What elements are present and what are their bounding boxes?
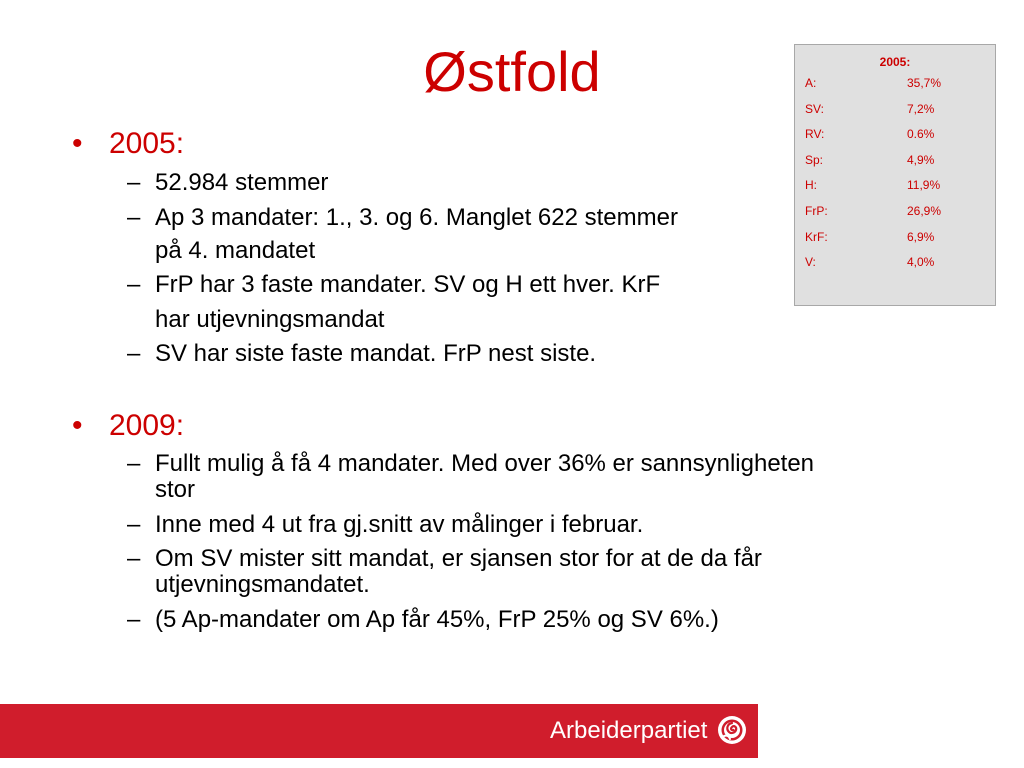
bullet-dot: •: [72, 127, 83, 160]
dash-marker: –: [127, 545, 141, 572]
sub-bullet-text: har utjevningsmandat: [155, 306, 385, 333]
dash-marker: –: [127, 169, 141, 196]
sub-bullet-text: FrP har 3 faste mandater. SV og H ett hver. KrF: [155, 271, 661, 298]
sub-bullet-text: stor: [155, 476, 196, 503]
sub-bullet-text: Inne med 4 ut fra gj.snitt av målinger i februar.: [155, 511, 644, 538]
bullet-heading: 2009:: [109, 409, 185, 442]
dash-marker: –: [127, 450, 141, 477]
sub-bullet-text: utjevningsmandatet.: [155, 571, 370, 598]
bullet-heading: 2005:: [109, 127, 185, 160]
footer-bar: [0, 704, 758, 758]
dash-marker: –: [127, 511, 141, 538]
sub-bullet-text: Fullt mulig å få 4 mandater. Med over 36% er sannsynligheten: [155, 450, 815, 477]
party-label: SV:: [805, 101, 824, 116]
dash-marker: –: [127, 204, 141, 231]
slide-title: Østfold: [423, 40, 601, 103]
sub-bullet-text: Om SV mister sitt mandat, er sjansen stor for at de da får: [155, 545, 762, 572]
party-percentage: 11,9%: [907, 178, 941, 193]
party-label: Sp:: [805, 152, 824, 167]
sub-bullet-text: på 4. mandatet: [155, 237, 316, 264]
party-percentage: 7,2%: [907, 101, 935, 116]
sub-bullet-text: Ap 3 mandater: 1., 3. og 6. Manglet 622 stemmer: [155, 204, 678, 231]
party-percentage: 26,9%: [907, 203, 942, 218]
party-percentage: 0.6%: [907, 127, 935, 142]
sub-bullet-text: 52.984 stemmer: [155, 169, 329, 196]
sub-bullet-text: (5 Ap-mandater om Ap får 45%, FrP 25% og SV 6%.): [155, 606, 719, 633]
party-label: H:: [805, 178, 817, 193]
bullet-dot: •: [72, 409, 83, 442]
brand-name: Arbeiderpartiet: [550, 717, 708, 744]
dash-marker: –: [127, 271, 141, 298]
party-label: FrP:: [805, 203, 828, 218]
party-label: RV:: [805, 127, 825, 142]
results-table-header: 2005:: [879, 55, 911, 69]
party-label: V:: [805, 255, 816, 270]
party-percentage: 35,7%: [907, 76, 942, 90]
sub-bullet-text: SV har siste faste mandat. FrP nest siste.: [155, 340, 597, 367]
party-label: KrF:: [805, 229, 828, 244]
dash-marker: –: [127, 606, 141, 633]
party-label: A:: [805, 76, 817, 90]
dash-marker: –: [127, 340, 141, 367]
party-percentage: 4,9%: [907, 152, 935, 167]
party-percentage: 6,9%: [907, 229, 935, 244]
rose-icon: [716, 714, 748, 746]
party-percentage: 4,0%: [907, 255, 935, 270]
